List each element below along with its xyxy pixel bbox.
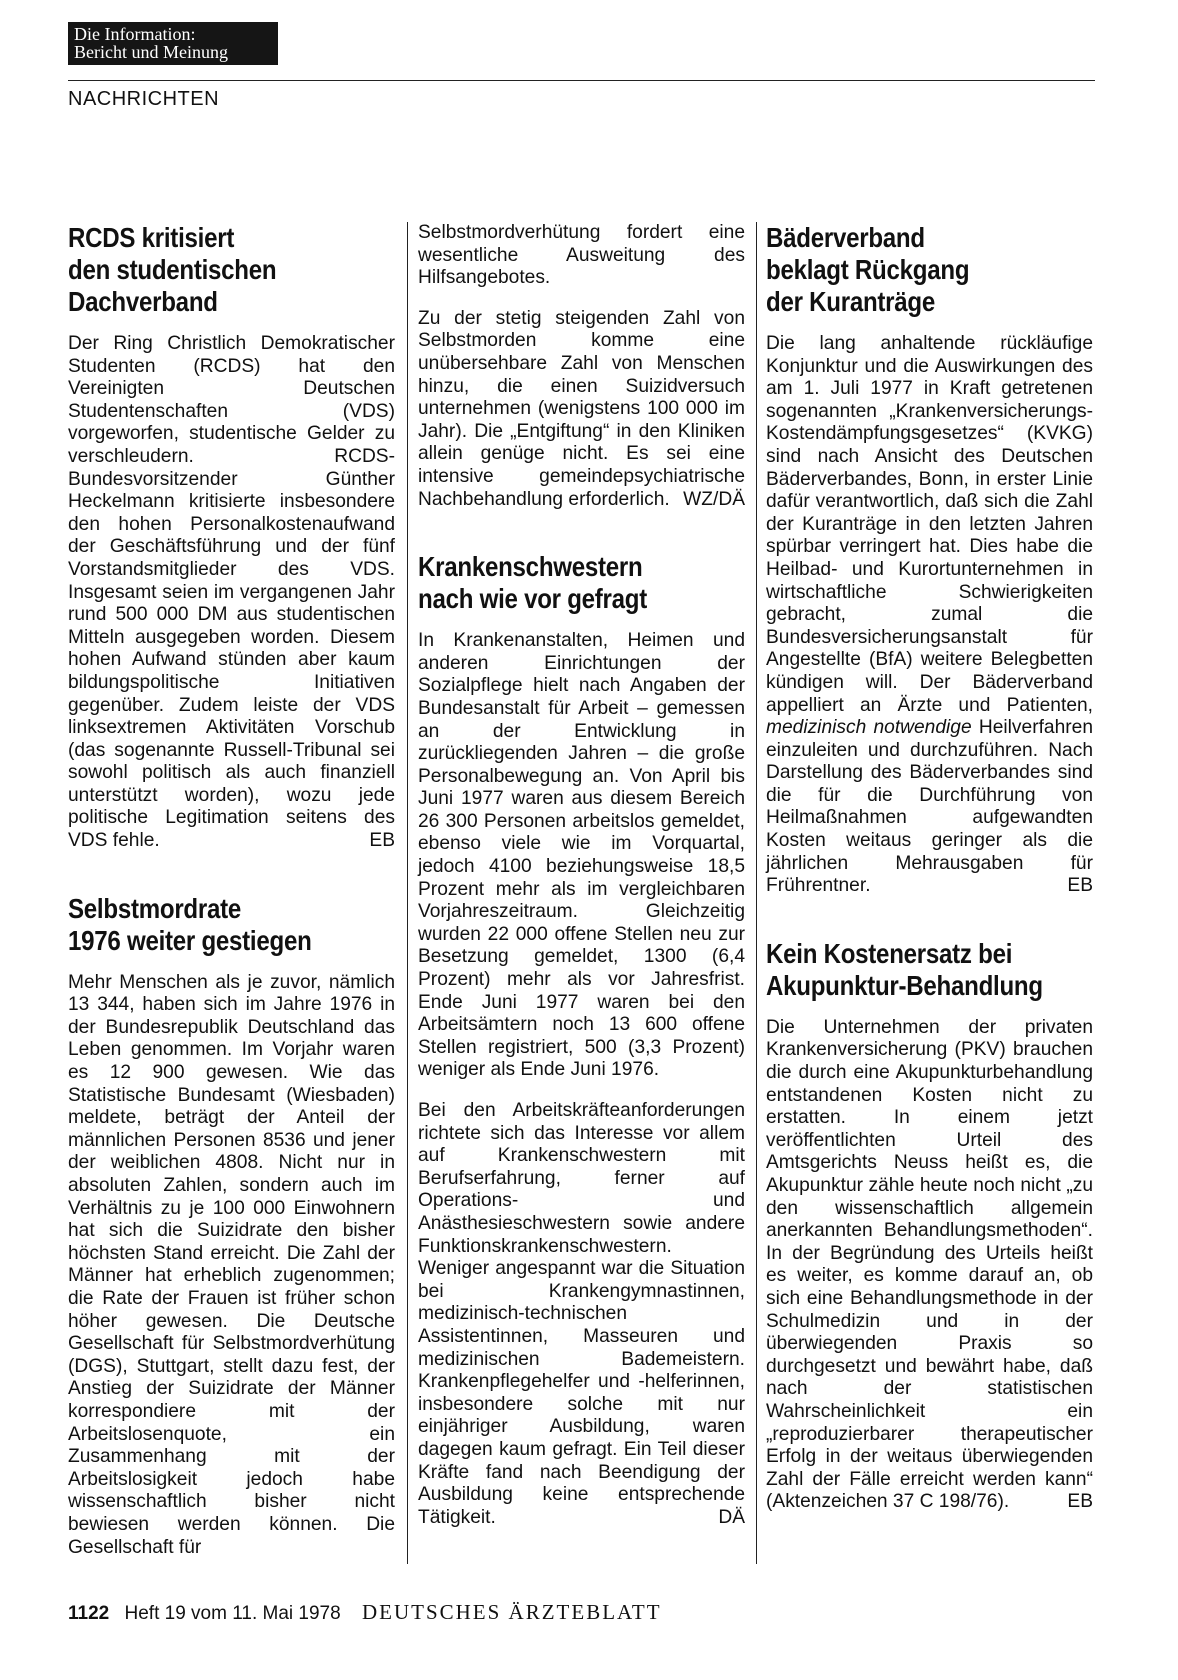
article-body xyxy=(68,333,395,853)
body-text: Bei den Arbeitskräfteanforderungen richtete sich das Interesse vor allem auf Krankenschwestern mit Berufserfahrung, ferner auf Operations- und Anästhesieschwestern sowie andere Funktionskrankenschwestern. Weniger angespannt war die Situation bei Krankengymnastinnen, medizinisch-technischen Assistentinnen, Masseuren und medizinischen Bademeistern. Krankenpflegehelfer und -helferinnen, insbesondere solche mit nur einjähriger Ausbildung, waren dagegen kaum gefragt. Ein Teil dieser Kräfte fand nach Beendigung der Ausbildung keine entsprechende Tätigkeit. xyxy=(418,1100,745,1528)
headline-acupuncture xyxy=(766,938,1047,1002)
article-nurses xyxy=(418,551,745,1529)
column-rule-2 xyxy=(756,222,757,1564)
article-body: In Krankenanstalten, Heimen und anderen Einrichtungen der Sozialpflege hielt nach Angaben der Bundesanstalt für Arbeit – gemessen an der Entwicklung in zurückliegenden Jahren – die große Personalbewegung an. Von April bis Juni 1977 waren aus diesem Bereich 26 300 Personen arbeitslos gemeldet, ebenso viele wie im Vorquartal, jedoch 4100 beziehungsweise 18,5 Prozent mehr als im vergleichbaren Vorjahreszeitraum. Gleichzeitig wurden 22 000 offene Stellen neu zur Besetzung gemeldet, 1300 (6,4 Prozent) mehr als vor Jahresfrist. Ende Juni 1977 waren bei den Arbeitsämtern noch 13 600 offene Stellen registriert, 500 (3,3 Prozent) weniger als Ende Juni 1976. xyxy=(418,630,745,1081)
page-footer xyxy=(68,1600,662,1625)
headline-line: Kein Kostenersatz bei xyxy=(766,937,1013,969)
author-signature: EB xyxy=(1067,1491,1093,1513)
headline-nurses xyxy=(418,551,699,615)
column-2 xyxy=(418,222,745,1564)
article-rcds xyxy=(68,222,395,853)
headline-line: den studentischen xyxy=(68,254,277,285)
body-text: Der Ring Christlich Demokratischer Studenten (RCDS) hat den Vereinigten Deutschen Studentenschaften (VDS) vorgeworfen, studentische Gelder zu verschleudern. RCDS-Bundesvorsitzender Günther Heckelmann kritisierte insbesondere den hohen Personalkostenaufwand der Geschäftsführung und der fünf Vorstandsmitglieder des VDS. Insgesamt seien im vergangenen Jahr rund 500 000 DM aus studentischen Mitteln ausgegeben worden. Diesem hohen Aufwand stünden aber kaum bildungspolitische Initiativen gegenüber. Zudem leiste der VDS linksextremen Aktivitäten Vorschub (das sogenannte Russell-Tribunal sei sowohl politisch als auch finanziell unterstützt worden), wozu jede politische Legitimation seitens des VDS fehle. xyxy=(68,333,395,852)
body-text: Die Unternehmen der privaten Krankenversicherung (PKV) brauchen die durch eine Akupunkturbehandlung entstandenen Kosten nicht zu erstatten. In einem jetzt veröffentlichten Urteil des Amtsgerichts Neuss heißt es, die Akupunktur zähle heute noch nicht „zu den wissenschaftlich allgemein anerkannten Behandlungsmethoden“. In der Begründung des Urteils heißt es weiter, es komme darauf an, ob sich eine Behandlungsmethode in der Schulmedizin und in der überwiegenden Praxis so durchgesetzt und bewährt habe, daß nach der statistischen Wahrscheinlichkeit ein „reproduzierbarer therapeutischer Erfolg in der weitaus überwiegenden Zahl der Fälle erreicht werden kann“ (Aktenzeichen 37 C 198/76). xyxy=(766,1016,1093,1513)
headline-line: der Kuranträge xyxy=(766,286,936,317)
headline-line: Akupunktur-Behandlung xyxy=(766,969,1043,1001)
author-signature: EB xyxy=(1067,875,1093,897)
column-1 xyxy=(68,222,395,1564)
issue-info: Heft 19 vom 11. Mai 1978 xyxy=(124,1603,341,1624)
article-suicide-continued xyxy=(418,222,745,511)
rubric-tag-line-1: Die Information: xyxy=(74,24,196,44)
rubric-tag-line-2: Bericht und Meinung xyxy=(74,42,228,62)
article-suicide xyxy=(68,893,395,1559)
author-signature: DÄ xyxy=(718,1506,745,1528)
article-body: Selbstmordverhütung fordert eine wesentliche Ausweitung des Hilfsangebotes. xyxy=(418,222,745,289)
headline-spa xyxy=(766,222,1047,318)
article-body xyxy=(418,1100,745,1529)
body-text: Die lang anhaltende rückläufige Konjunktur und die Auswirkungen des am 1. Juli 1977 in Kraft getretenen sogenannten „Krankenversicherungs-Kostendämpfungsgesetzes“ (KVKG) sind nach Ansicht des Deutschen Bäderverbandes, Bonn, in erster Linie dafür verantwortlich, daß sich die Zahl der Kuranträge in den letzten Jahren spürbar verringert hat. Dies habe die Heilbad- und Kurortunternehmen in wirtschaftliche Schwierigkeiten gebracht, zumal die Bundesversicherungsanstalt für Angestellte (BfA) weitere Belegbetten kündigen will. Der Bäderverband appelliert an Ärzte und Patienten, xyxy=(766,333,1093,716)
body-text: Heilverfahren einzuleiten und durchzuführen. Nach Darstellung des Bäderverbandes sind die für die Durchführung von Heilmaßnahmen aufgewandten Kosten weitaus geringer als die jährlichen Mehrausgaben für Frührentner. xyxy=(766,717,1093,897)
rubric-tag xyxy=(68,22,278,65)
headline-line: Krankenschwestern xyxy=(418,551,643,583)
headline-line: 1976 weiter gestiegen xyxy=(68,924,312,956)
column-rule-1 xyxy=(407,222,408,1564)
author-signature: EB xyxy=(369,830,395,852)
article-acupuncture xyxy=(766,938,1093,1514)
page-number: 1122 xyxy=(68,1603,110,1624)
column-3 xyxy=(766,222,1093,1564)
author-signature: WZ/DÄ xyxy=(683,488,745,510)
headline-line: beklagt Rückgang xyxy=(766,254,970,285)
headline-line: Selbstmordrate xyxy=(68,892,242,924)
headline-line: RCDS kritisiert xyxy=(68,222,235,253)
article-body xyxy=(766,333,1093,898)
emphasis-text: medizinisch notwendige xyxy=(766,717,972,739)
body-text: Zu der stetig steigenden Zahl von Selbstmorden komme eine unübersehbare Zahl von Menschen hinzu, die einen Suizidversuch unternehmen (wenigstens 100 000 im Jahr). Die „Entgiftung“ in den Kliniken allein genüge nicht. Es sei eine intensive gemeindepsychiatrische Nachbehandlung erforderlich. xyxy=(418,307,745,510)
headline-line: Dachverband xyxy=(68,286,218,317)
headline-line: nach wie vor gefragt xyxy=(418,583,648,615)
headline-rcds xyxy=(68,222,349,318)
section-label: NACHRICHTEN xyxy=(68,88,220,110)
masthead: DEUTSCHES ÄRZTEBLATT xyxy=(361,1600,662,1624)
header-rule xyxy=(68,80,1095,81)
article-body xyxy=(766,1017,1093,1514)
article-spa xyxy=(766,222,1093,898)
article-body xyxy=(418,308,745,511)
article-body: Mehr Menschen als je zuvor, nämlich 13 344, haben sich im Jahre 1976 in der Bundesrepublik Deutschland das Leben genommen. Im Vorjahr waren es 12 900 gewesen. Wie das Statistische Bundesamt (Wiesbaden) meldete, beträgt der Anteil der männlichen Personen 8536 und jener der weiblichen 4808. Nicht nur in absoluten Zahlen, sondern auch im Verhältnis zu je 100 000 Einwohnern hat sich die Suizidrate den bisher höchsten Stand erreicht. Die Zahl der Männer hat erheblich zugenommen; die Rate der Frauen ist früher schon höher gewesen. Die Deutsche Gesellschaft für Selbstmordverhütung (DGS), Stuttgart, stellt dazu fest, der Anstieg der Suizidrate der Männer korrespondiere mit der Arbeitslosenquote, ein Zusammenhang mit der Arbeitslosigkeit jedoch habe wissenschaftlich bisher nicht bewiesen werden können. Die Gesellschaft für xyxy=(68,971,395,1558)
headline-suicide xyxy=(68,893,349,957)
headline-line: Bäderverband xyxy=(766,222,925,253)
